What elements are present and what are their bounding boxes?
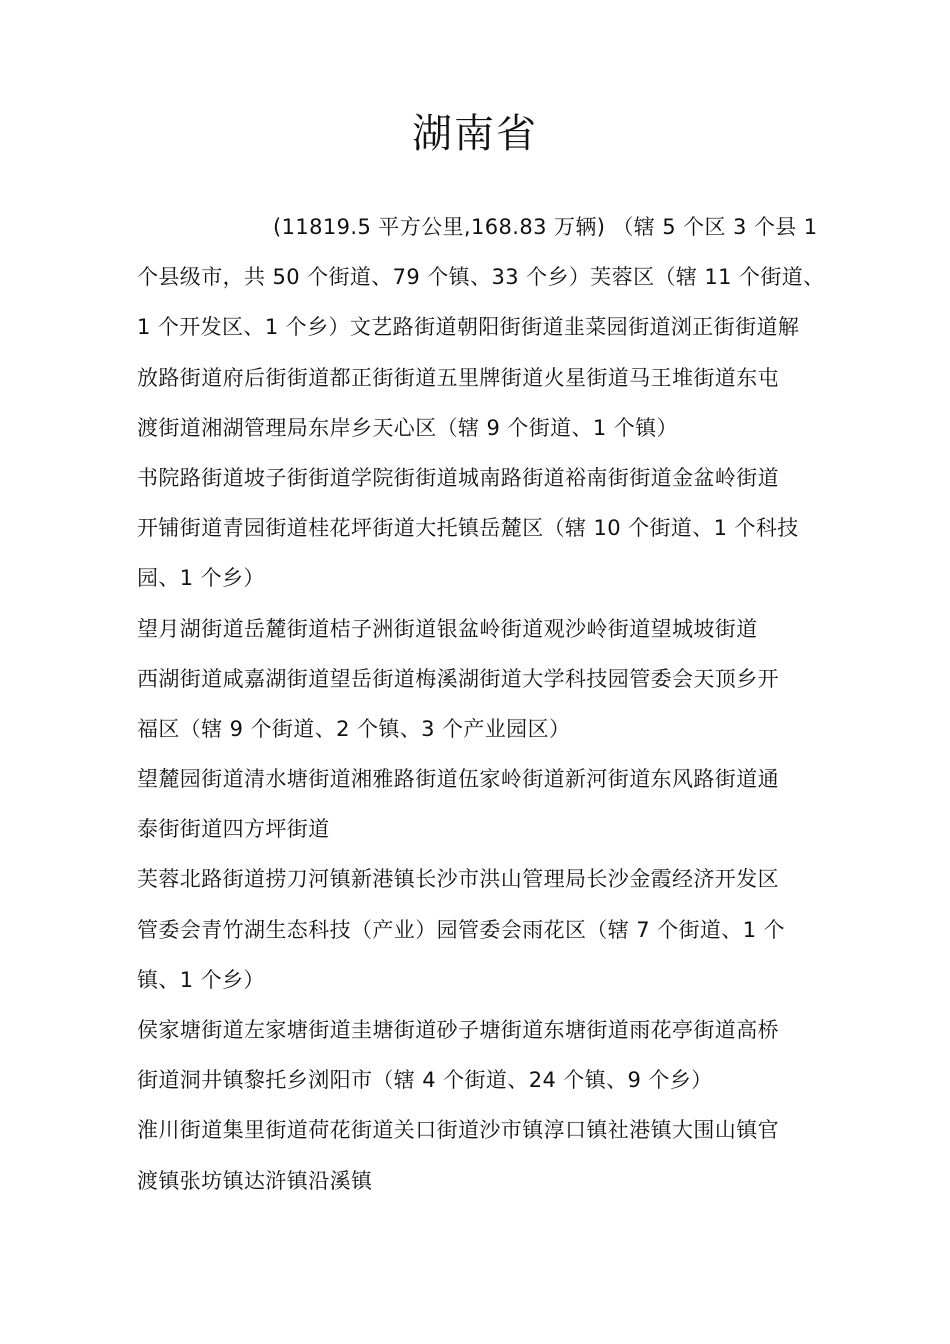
text-line: 芙蓉北路街道捞刀河镇新港镇长沙市洪山管理局长沙金霞经济开发区 <box>137 867 779 892</box>
text-line: 园、1 个乡） <box>137 566 265 591</box>
text-line: 淮川街道集里街道荷花街道关口街道沙市镇淳口镇社港镇大围山镇官 <box>137 1118 779 1143</box>
text-line: 望月湖街道岳麓街道桔子洲街道银盆岭街道观沙岭街道望城坡街道 <box>137 616 758 641</box>
text-line: 1 个开发区、1 个乡）文艺路街道朝阳街街道韭菜园街道浏正街街道解 <box>137 315 800 340</box>
text-line: 渡街道湘湖管理局东岸乡天心区（辖 9 个街道、1 个镇） <box>137 415 678 440</box>
text-line: 开铺街道青园街道桂花坪街道大托镇岳麓区（辖 10 个街道、1 个科技 <box>137 516 799 541</box>
text-line: 泰街街道四方坪街道 <box>137 817 330 842</box>
text-line: 望麓园街道清水塘街道湘雅路街道伍家岭街道新河街道东风路街道通 <box>137 767 779 792</box>
text-line: 书院路街道坡子街街道学院街街道城南路街道裕南街街道金盆岭街道 <box>137 465 779 490</box>
text-line: 管委会青竹湖生态科技（产业）园管委会雨花区（辖 7 个街道、1 个 <box>137 917 785 942</box>
text-line: 渡镇张坊镇达浒镇沿溪镇 <box>137 1168 373 1193</box>
text-line: 西湖街道咸嘉湖街道望岳街道梅溪湖街道大学科技园管委会天顶乡开 <box>137 666 779 691</box>
text-line: 侯家塘街道左家塘街道圭塘街道砂子塘街道东塘街道雨花亭街道高桥 <box>137 1018 779 1042</box>
text-line: (11819.5 平方公里,168.83 万辆) （辖 5 个区 3 个县 1 <box>273 215 818 239</box>
text-line: 放路街道府后街街道都正街街道五里牌街道火星街道马王堆街道东屯 <box>137 365 779 390</box>
page-title: 湖南省 <box>412 111 538 157</box>
text-line: 个县级市，共 50 个街道、79 个镇、33 个乡）芙蓉区（辖 11 个街道、 <box>137 265 825 290</box>
document-body <box>137 207 837 1211</box>
text-line: 镇、1 个乡） <box>137 967 265 992</box>
text-line: 福区（辖 9 个街道、2 个镇、3 个产业园区） <box>137 716 571 741</box>
text-line: 街道洞井镇黎托乡浏阳市（辖 4 个街道、24 个镇、9 个乡） <box>137 1068 713 1093</box>
